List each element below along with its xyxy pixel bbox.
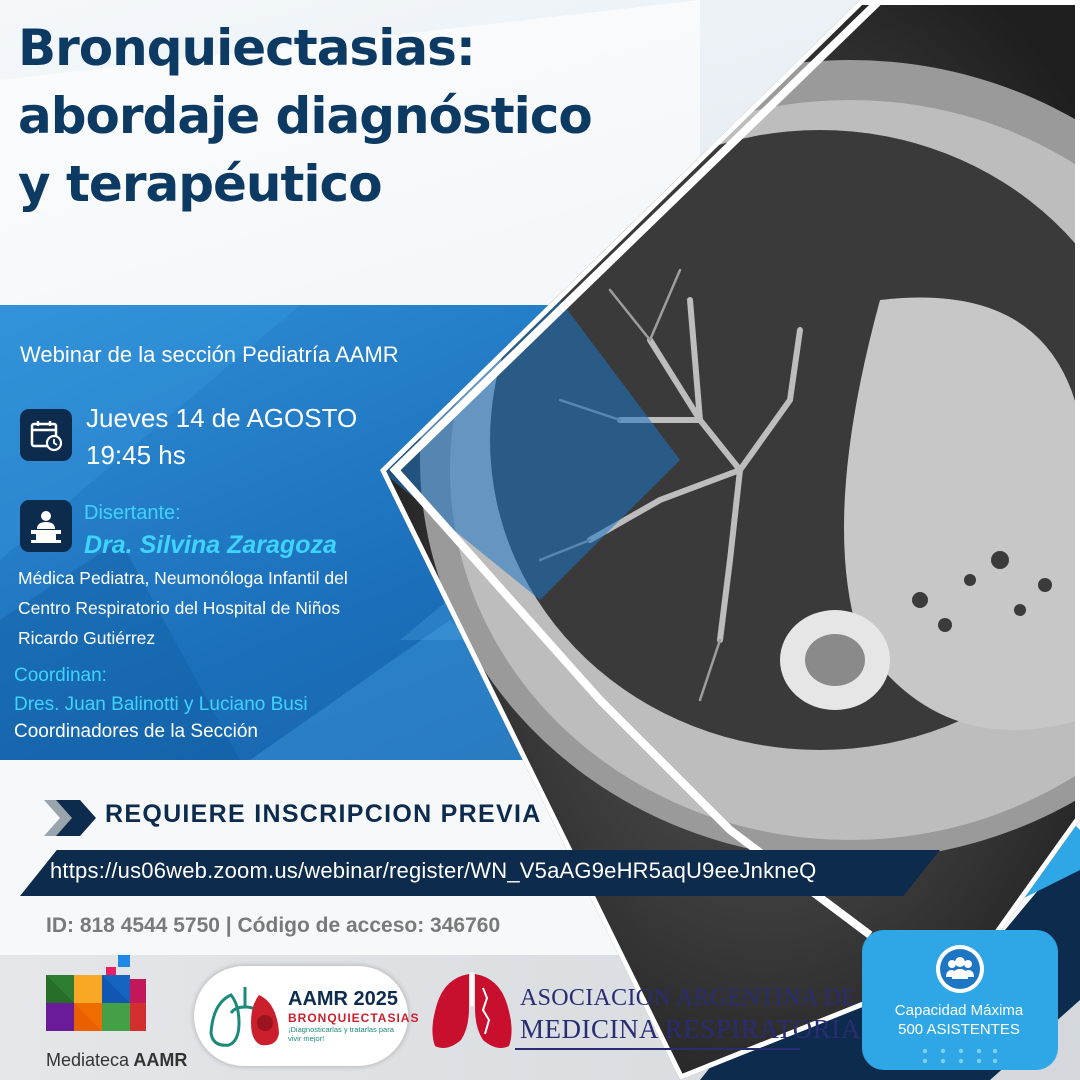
- event-time: 19:45 hs: [86, 440, 186, 470]
- association-divider: [515, 1048, 800, 1050]
- speaker-name: Dra. Silvina Zaragoza: [84, 531, 337, 559]
- speaker-desc-line-1: Médica Pediatra, Neumonóloga Infantil del: [18, 568, 348, 588]
- aamr-2025-subtitle: BRONQUIECTASIAS: [288, 1011, 420, 1025]
- registration-link[interactable]: https://us06web.zoom.us/webinar/register/WN_V5aAG9eHR5aqU9eeJnkneQ: [50, 858, 817, 883]
- event-date: Jueves 14 de AGOSTO: [86, 403, 358, 433]
- mediateca-logo: [44, 955, 154, 1045]
- speaker-podium-icon: [20, 500, 72, 552]
- page-title: [18, 14, 698, 218]
- title-line-2: abordaje diagnóstico: [18, 87, 592, 145]
- coordinators-names: Dres. Juan Balinotti y Luciano Busi: [14, 694, 308, 715]
- group-people-icon: [934, 943, 986, 995]
- meeting-id-passcode: ID: 818 4544 5750 | Código de acceso: 346760: [46, 914, 501, 937]
- coordinators-label: Coordinan:: [14, 665, 107, 686]
- mediateca-brand: AAMR: [133, 1050, 188, 1070]
- mediateca-prefix: Mediateca: [46, 1050, 130, 1070]
- title-line-3: y terapéutico: [18, 155, 382, 213]
- title-line-1: Bronquiectasias:: [18, 19, 475, 77]
- aamr-lungs-map-logo: [425, 968, 520, 1053]
- aamr-2025-tagline: ¡Diagnosticarlas y tratarlas para vivir mejor!: [288, 1025, 394, 1043]
- lungs-icon: [205, 983, 285, 1053]
- mediateca-label: [46, 1050, 187, 1071]
- registration-required: REQUIERE INSCRIPCION PREVIA: [105, 800, 542, 828]
- capacity-line-1: Capacidad Máxima: [894, 1002, 1024, 1019]
- speaker-description: [18, 563, 418, 653]
- webinar-subtitle: Webinar de la sección Pediatría AAMR: [20, 342, 399, 367]
- coordinators-role: Coordinadores de la Sección: [14, 721, 258, 742]
- aamr-2025-year: AAMR 2025: [288, 988, 399, 1010]
- speaker-label: Disertante:: [84, 502, 181, 524]
- association-name-line-1: ASOCIACION ARGENTINA DE: [520, 985, 857, 1011]
- speaker-desc-line-2: Centro Respiratorio del Hospital de Niños: [18, 598, 340, 618]
- capacity-line-2: 500 ASISTENTES: [898, 1021, 1020, 1038]
- decorative-dots: [920, 1045, 1000, 1069]
- speaker-desc-line-3: Ricardo Gutiérrez: [18, 628, 156, 648]
- association-name-line-2: MEDICINA RESPIRATORIA: [520, 1014, 861, 1044]
- calendar-clock-icon: [20, 409, 72, 461]
